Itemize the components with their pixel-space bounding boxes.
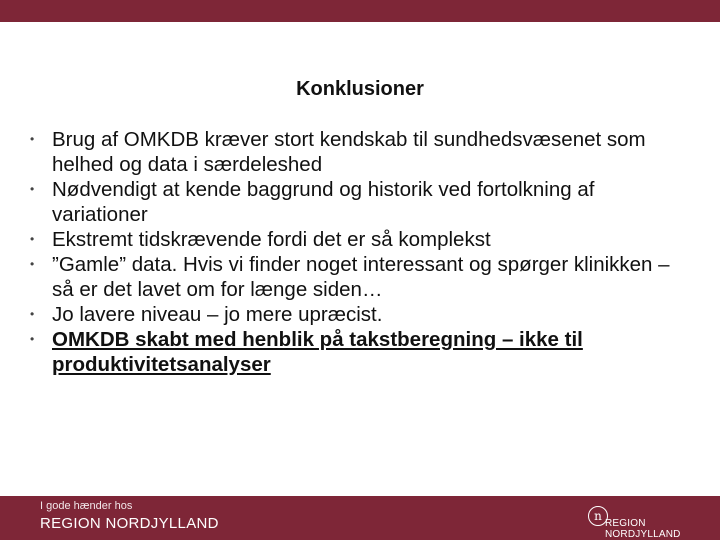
bullet-item-emphasis: • OMKDB skabt med henblik på takstberegning – ikke til produktivitetsanalyser xyxy=(30,328,583,376)
bullet-dot-icon: • xyxy=(30,132,35,146)
footer-tagline: I gode hænder hos xyxy=(40,500,133,512)
bullet-dot-icon: • xyxy=(30,332,35,346)
top-brand-bar xyxy=(0,0,720,22)
footer-logo-text: REGION NORDJYLLAND xyxy=(605,518,681,540)
bullet-dot-icon: • xyxy=(30,307,35,321)
bullet-dot-icon: • xyxy=(30,257,35,271)
bullet-item: • ”Gamle” data. Hvis vi finder noget interessant og spørger klinikken – så er det lavet om for længe siden… xyxy=(30,253,670,301)
footer-brand: REGION NORDJYLLAND xyxy=(40,515,219,532)
bullet-dot-icon: • xyxy=(30,182,35,196)
bullet-dot-icon: • xyxy=(30,232,35,246)
bullet-list xyxy=(30,127,690,377)
region-logo-icon: n xyxy=(588,506,608,526)
bullet-item: • Ekstremt tidskrævende fordi det er så komplekst xyxy=(30,228,491,251)
slide-title: Konklusioner xyxy=(296,78,424,100)
bullet-item: • Jo lavere niveau – jo mere upræcist. xyxy=(30,303,383,326)
bullet-item: • Nødvendigt at kende baggrund og historik ved fortolkning af variationer xyxy=(30,178,595,226)
bullet-item: • Brug af OMKDB kræver stort kendskab til sundhedsvæsenet som helhed og data i særdeleshed xyxy=(30,128,646,176)
